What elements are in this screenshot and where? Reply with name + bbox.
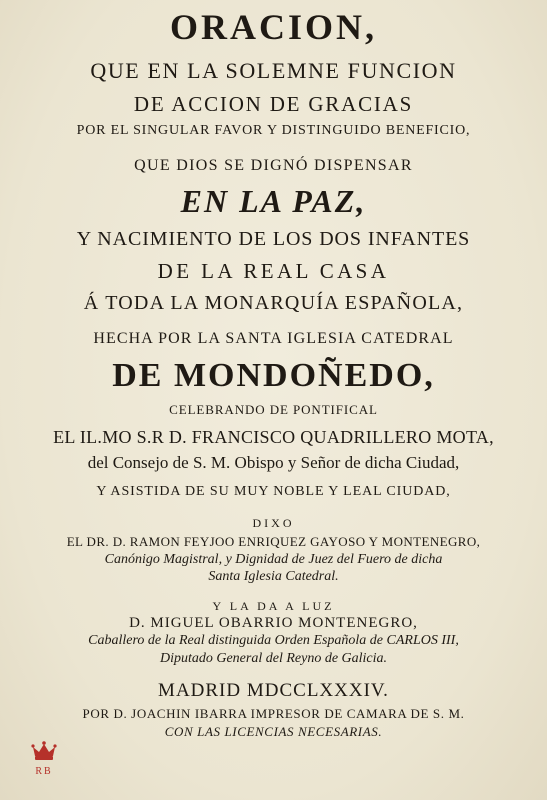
text-publisher-title-2: Diputado General del Reyno de Galicia.: [159, 651, 388, 666]
title-oracion: ORACION,: [169, 7, 377, 47]
subtitle-favor-beneficio: POR EL SINGULAR FAVOR Y DISTINGUIDO BENEFICIO,: [76, 123, 471, 138]
text-author-title-1: Canónigo Magistral, y Dignidad de Juez del Fuero de dicha: [104, 552, 443, 567]
imprint-printer: POR D. JOACHIN IBARRA IMPRESOR DE CAMARA DE S. M.: [82, 706, 465, 721]
text-publisher-title-1: Caballero de la Real distinguida Orden Española de CARLOS III,: [88, 633, 459, 648]
text-consejo: del Consejo de S. M. Obispo y Señor de dicha Ciudad,: [87, 453, 460, 472]
subtitle-accion-gracias: DE ACCION DE GRACIAS: [133, 92, 414, 116]
subtitle-dios-dispensar: QUE DIOS SE DIGNÓ DISPENSAR: [134, 157, 413, 174]
subtitle-real-casa: DE LA REAL CASA: [157, 259, 390, 283]
text-da-a-luz: Y LA DA A LUZ: [212, 599, 335, 613]
subtitle-solemne-funcion: QUE EN LA SOLEMNE FUNCION: [90, 58, 457, 83]
text-dixo: DIXO: [252, 516, 295, 530]
text-obispo-name: EL IL.MO S.R D. FRANCISCO QUADRILLERO MOTA,: [53, 427, 494, 447]
subtitle-monarquia: Á TODA LA MONARQUÍA ESPAÑOLA,: [83, 292, 464, 314]
text-asistida: Y ASISTIDA DE SU MUY NOBLE Y LEAL CIUDAD,: [96, 484, 451, 499]
imprint-place-date: MADRID MDCCLXXXIV.: [158, 680, 389, 701]
text-author-name: EL DR. D. RAMON FEYJOO ENRIQUEZ GAYOSO Y MONTENEGRO,: [66, 534, 481, 549]
text-author-title-2: Santa Iglesia Catedral.: [208, 569, 339, 584]
library-stamp: [26, 738, 62, 784]
text-publisher-name: D. MIGUEL OBARRIO MONTENEGRO,: [129, 615, 418, 631]
heading-mondonedo: DE MONDOÑEDO,: [112, 357, 435, 394]
stamp-label: RB: [35, 766, 53, 777]
imprint-licencias: CON LAS LICENCIAS NECESARIAS.: [164, 724, 383, 739]
subtitle-santa-iglesia: HECHA POR LA SANTA IGLESIA CATEDRAL: [93, 330, 454, 347]
text-pontifical: CELEBRANDO DE PONTIFICAL: [169, 402, 378, 417]
subtitle-nacimiento-infantes: Y NACIMIENTO DE LOS DOS INFANTES: [76, 228, 471, 250]
heading-en-la-paz: EN LA PAZ,: [180, 183, 367, 219]
crown-icon: [26, 738, 62, 766]
